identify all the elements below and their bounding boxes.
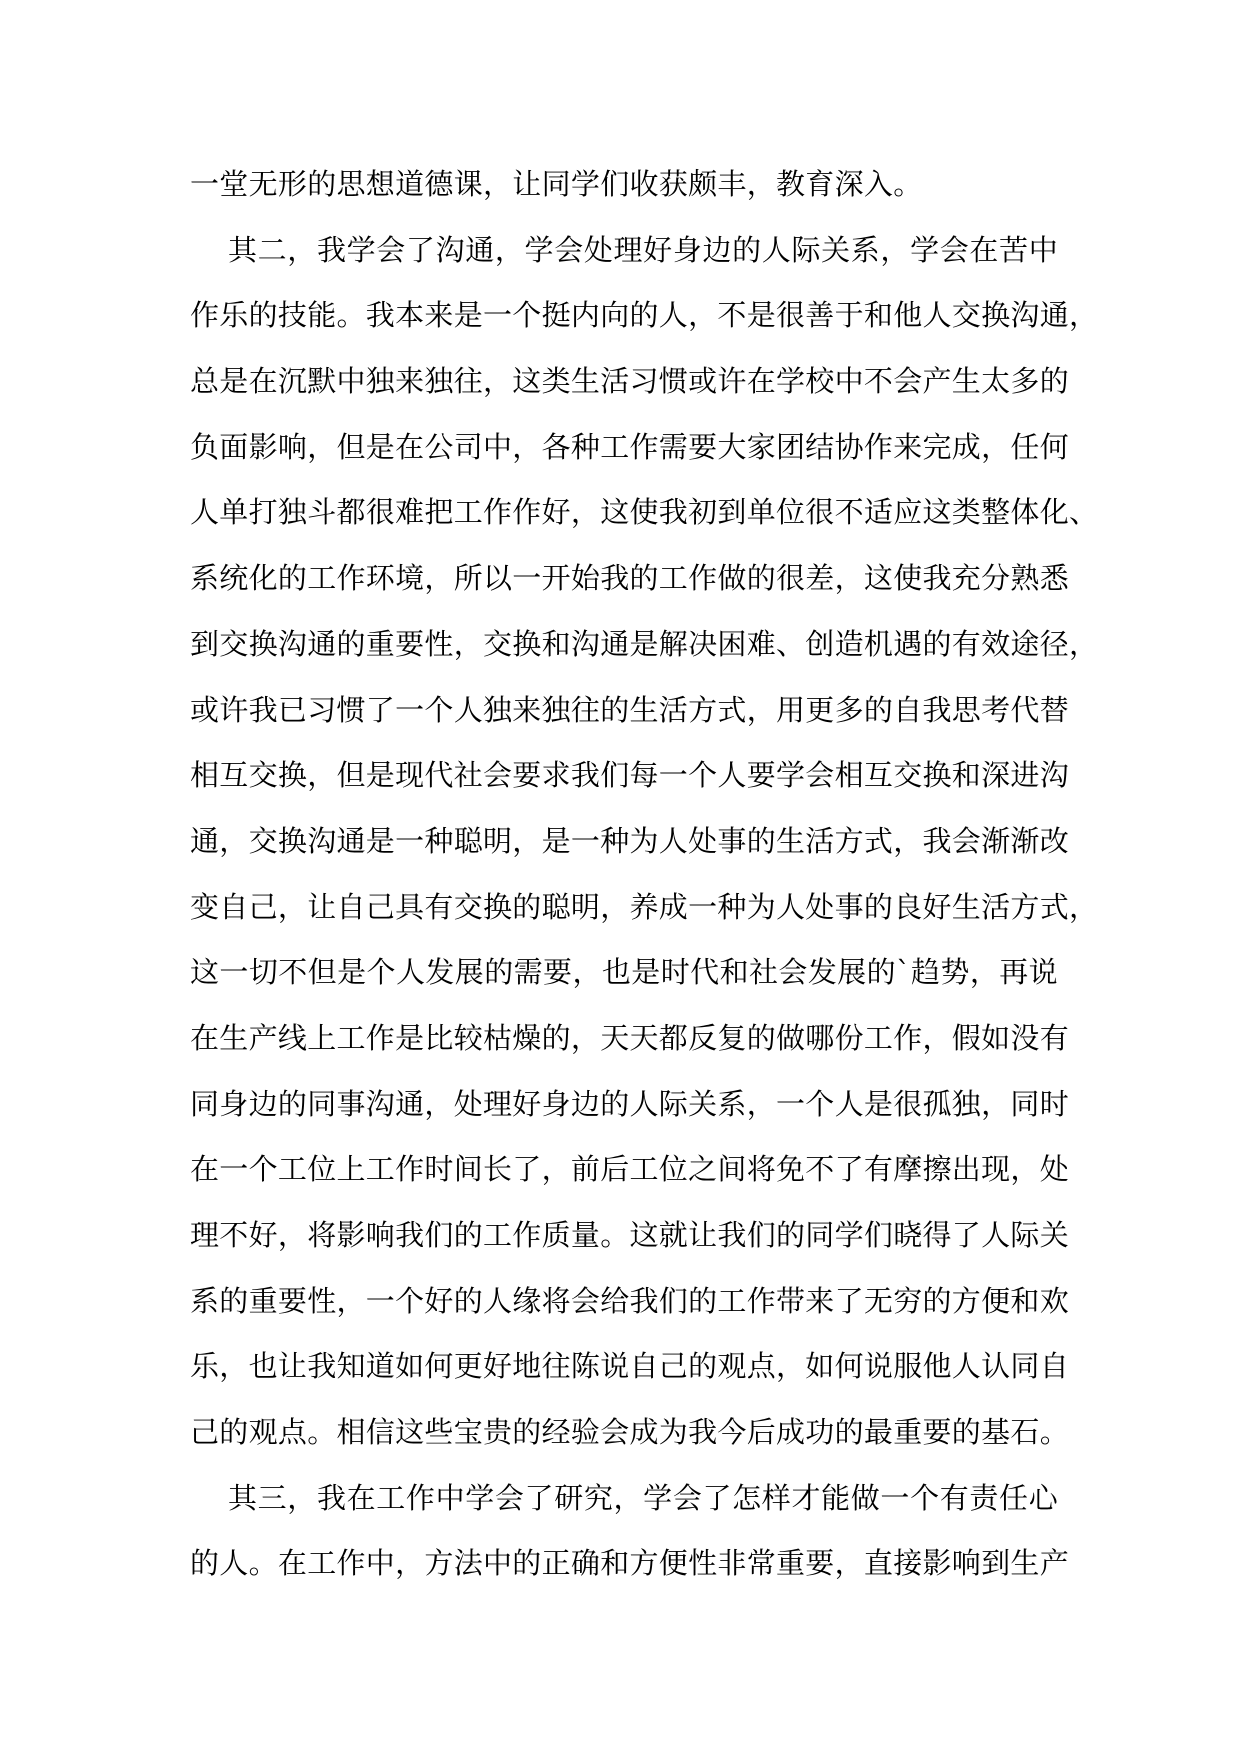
text-line: 系的重要性，一个好的人缘将会给我们的工作带来了无穷的方便和欢 xyxy=(190,1283,1070,1318)
text-line: 这一切不但是个人发展的需要，也是时代和社会发展的`趋势，再说 xyxy=(190,955,1058,990)
text-line: 负面影响，但是在公司中，各种工作需要大家团结协作来完成，任何 xyxy=(190,429,1070,464)
text-line: 人单打独斗都很难把工作作好，这使我初到单位很不适应这类整体化、 xyxy=(190,495,1099,530)
text-line: 乐，也让我知道如何更好地往陈说自己的观点，如何说服他人认同自 xyxy=(190,1349,1070,1384)
text-line: 或许我已习惯了一个人独来独往的生活方式，用更多的自我思考代替 xyxy=(190,692,1070,727)
text-line: 在生产线上工作是比较枯燥的，天天都反复的做哪份工作，假如没有 xyxy=(190,1020,1070,1055)
text-line: 己的观点。相信这些宝贵的经验会成为我今后成功的最重要的基石。 xyxy=(190,1415,1070,1450)
paragraph-start-line: 其三，我在工作中学会了研究，学会了怎样才能做一个有责任心 xyxy=(228,1480,1058,1515)
text-line: 理不好，将影响我们的工作质量。这就让我们的同学们晓得了人际关 xyxy=(190,1218,1070,1252)
text-line: 在一个工位上工作时间长了，前后工位之间将免不了有摩擦出现，处 xyxy=(190,1152,1070,1187)
text-line: 总是在沉默中独来独往，这类生活习惯或许在学校中不会产生太多的 xyxy=(190,364,1070,399)
text-line: 一堂无形的思想道德课，让同学们收获颇丰，教育深入。 xyxy=(190,167,923,201)
text-line: 变自己，让自己具有交换的聪明，养成一种为人处事的良好生活方式， xyxy=(190,889,1099,924)
text-line: 作乐的技能。我本来是一个挺内向的人，不是很善于和他人交换沟通， xyxy=(190,298,1099,333)
paragraph-start-line: 其二，我学会了沟通，学会处理好身边的人际关系，学会在苦中 xyxy=(228,232,1058,267)
text-line: 的人。在工作中，方法中的正确和方便性非常重要，直接影响到生产 xyxy=(190,1546,1070,1581)
text-line: 相互交换，但是现代社会要求我们每一个人要学会相互交换和深进沟 xyxy=(190,758,1070,793)
text-line: 到交换沟通的重要性，交换和沟通是解决困难、创造机遇的有效途径， xyxy=(190,626,1099,661)
text-line: 系统化的工作环境，所以一开始我的工作做的很差，这使我充分熟悉 xyxy=(190,561,1070,596)
body-text xyxy=(190,152,1099,1597)
text-line: 通，交换沟通是一种聪明，是一种为人处事的生活方式，我会渐渐改 xyxy=(190,823,1070,858)
text-line: 同身边的同事沟通，处理好身边的人际关系，一个人是很孤独，同时 xyxy=(190,1086,1070,1121)
